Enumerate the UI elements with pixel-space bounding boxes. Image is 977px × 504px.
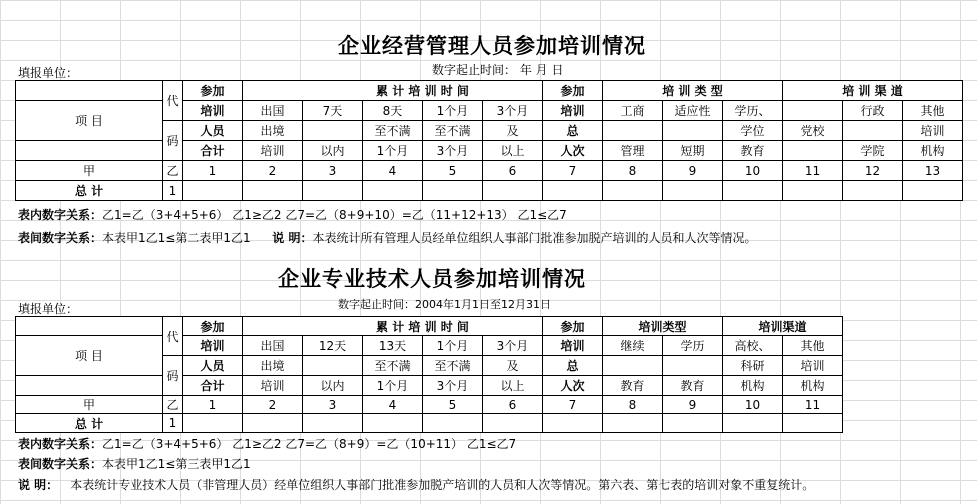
section1-channel-header: 培 训 渠 道 <box>842 84 903 98</box>
section1-col-number: 3 <box>303 161 362 180</box>
section2-note <box>18 476 814 493</box>
section2-col-number: 4 <box>363 396 422 413</box>
section1-join-header-3: 人员 <box>183 121 242 140</box>
section2-m3-header-2: 及 <box>483 356 542 375</box>
section2-relation-inner-text: 乙1=乙（3+4+5+6） 乙1≥乙2 乙7=乙（8+9）=乙（10+11） 乙1≤乙7 <box>102 437 517 451</box>
section2-join-header-2: 培训 <box>183 336 242 355</box>
section2-type-header: 培训类型 <box>638 319 687 334</box>
section2-row-yi: 乙 <box>163 396 182 413</box>
section1-m1-header-3: 3个月 <box>423 141 482 160</box>
section2-m3-header-1: 3个月 <box>483 336 542 355</box>
section1-join-header-2: 培训 <box>183 101 242 120</box>
section2-m1-header-3: 3个月 <box>423 376 482 395</box>
section1-col-number: 12 <box>843 161 902 180</box>
section2-abroad-header-3: 培训 <box>243 376 302 395</box>
section1-admin-header-1: 行政 <box>843 101 902 120</box>
section2-cumulative-header: 累 计 培 训 时 间 <box>376 319 469 334</box>
section1-relation-inner-text: 乙1=乙（3+4+5+6） 乙1≥乙2 乙7=乙（8+9+10）=乙（11+12+13） 乙1≤乙7 <box>102 208 567 222</box>
section1-party-header: 党校 <box>783 121 842 140</box>
section2-col-number: 9 <box>663 396 722 413</box>
section2-col-number: 11 <box>783 396 842 413</box>
section2-cont-header-2: 教育 <box>603 376 662 395</box>
section1-col-number: 2 <box>243 161 302 180</box>
section1-col-number: 1 <box>183 161 242 180</box>
section2-d13-header-2: 至不满 <box>363 356 422 375</box>
section1-times-header-4: 人次 <box>543 141 602 160</box>
section1-other-header-3: 机构 <box>903 141 962 160</box>
section2-d12-header-2: 以内 <box>303 376 362 395</box>
section2-col-number: 3 <box>303 396 362 413</box>
section1-m3-header-2: 及 <box>483 121 542 140</box>
section1-relation-between <box>18 229 756 246</box>
section1-d7-header-1: 7天 <box>303 101 362 120</box>
section2-col-number: 5 <box>423 396 482 413</box>
section2-note-text: 本表统计专业技术人员（非管理人员）经单位组织人事部门批准参加脱产培训的人员和人次等情况。第六表、第七表的培训对象不重复统计。 <box>70 478 815 492</box>
section2-d12-header-1: 12天 <box>303 336 362 355</box>
section1-biz-header-2: 管理 <box>603 141 662 160</box>
section2-total-label: 总 计 <box>16 414 162 432</box>
section1-d8-header-3: 1个月 <box>363 141 422 160</box>
section2-times-header-2: 培训 <box>543 336 602 355</box>
section2-degree-header-1: 学历 <box>663 336 722 355</box>
section2-college-header-2: 科研 <box>723 356 782 375</box>
section2-relation-between-label: 表间数字关系： <box>18 457 103 471</box>
section1-adapt-header-2: 短期 <box>663 141 722 160</box>
section1-col-number: 10 <box>723 161 782 180</box>
section1-total-code: 1 <box>163 181 182 200</box>
section2-join-header-1: 参加 <box>183 317 242 335</box>
section1-col-number: 13 <box>903 161 962 180</box>
section2-col-number: 8 <box>603 396 662 413</box>
section2-degree-header-2: 教育 <box>663 376 722 395</box>
section1-row-yi: 乙 <box>163 161 182 180</box>
section1-item-header: 项 目 <box>16 101 162 140</box>
section1-edu-header-2: 学位 <box>723 121 782 140</box>
section1-m1-header-2: 至不满 <box>423 121 482 140</box>
section2-relation-inner-label: 表内数字关系： <box>18 437 103 451</box>
section1-fill-unit: 填报单位： <box>18 66 79 80</box>
section2-relation-inner <box>18 435 516 452</box>
section1-m3-header-3: 以上 <box>483 141 542 160</box>
section1-relation-inner <box>18 206 567 223</box>
section1-relation-inner-label: 表内数字关系： <box>18 208 103 222</box>
section1-d8-header-2: 至不满 <box>363 121 422 140</box>
section2-col-number: 1 <box>183 396 242 413</box>
section1-col-number: 6 <box>483 161 542 180</box>
section1-m1-header-1: 1个月 <box>423 101 482 120</box>
section2-title: 企业专业技术人员参加培训情况 <box>278 267 586 291</box>
section1-times-header-2: 培训 <box>543 101 602 120</box>
section2-m3-header-3: 以上 <box>483 376 542 395</box>
section1-note-text: 本表统计所有管理人员经单位组织人事部门批准参加脱产培训的人员和人次等情况。 <box>312 231 757 245</box>
section2-times-header-1: 参加 <box>543 317 602 335</box>
section2-col-number: 10 <box>723 396 782 413</box>
section1-relation-between-label: 表间数字关系： <box>18 231 103 245</box>
section2-join-header-3: 人员 <box>183 356 242 375</box>
section1-col-number: 8 <box>603 161 662 180</box>
section1-note-label: 说 明： <box>272 231 313 245</box>
section2-other-header-1: 其他 <box>783 336 842 355</box>
section1-biz-header-1: 工商 <box>603 101 662 120</box>
section1-abroad-header-3: 培训 <box>243 141 302 160</box>
section2-other-header-3: 机构 <box>783 376 842 395</box>
section1-col-number: 9 <box>663 161 722 180</box>
section2-cont-header-1: 继续 <box>603 336 662 355</box>
section1-col-number: 5 <box>423 161 482 180</box>
section2-other-header-2: 培训 <box>783 356 842 375</box>
section2-times-header-4: 人次 <box>543 376 602 395</box>
section2-d13-header-3: 1个月 <box>363 376 422 395</box>
section2-date-range: 数字起止时间：2004年1月1日至12月31日 <box>338 298 551 311</box>
section1-abroad-header-1: 出国 <box>243 101 302 120</box>
section1-col-number: 4 <box>363 161 422 180</box>
section1-other-header-1: 其他 <box>903 101 962 120</box>
section2-channel-header: 培训渠道 <box>758 319 807 334</box>
section1-edu-header-3: 教育 <box>723 141 782 160</box>
section2-m1-header-2: 至不满 <box>423 356 482 375</box>
section2-m1-header-1: 1个月 <box>423 336 482 355</box>
section1-m3-header-1: 3个月 <box>483 101 542 120</box>
section1-date-range: 数字起止时间： 年 月 日 <box>432 63 564 77</box>
section2-relation-between <box>18 455 251 472</box>
section1-join-header-1: 参加 <box>183 81 242 100</box>
section2-relation-between-text: 本表甲1乙1≤第三表甲1乙1 <box>102 457 251 471</box>
section2-abroad-header-2: 出境 <box>243 356 302 375</box>
section1-type-header: 培 训 类 型 <box>662 84 723 98</box>
section2-join-header-4: 合计 <box>183 376 242 395</box>
section1-admin-header-2: 学院 <box>843 141 902 160</box>
section2-code-header-2: 码 <box>163 356 182 395</box>
section1-other-header-2: 培训 <box>903 121 962 140</box>
section2-col-number: 2 <box>243 396 302 413</box>
section1-title: 企业经营管理人员参加培训情况 <box>338 34 646 58</box>
section1-times-header-1: 参加 <box>543 81 602 100</box>
section1-abroad-header-2: 出境 <box>243 121 302 140</box>
section1-times-header-3: 总 <box>543 121 602 140</box>
section1-adapt-header-1: 适应性 <box>663 101 722 120</box>
section2-college-header-3: 机构 <box>723 376 782 395</box>
section1-d8-header-1: 8天 <box>363 101 422 120</box>
section2-note-label: 说 明： <box>18 478 59 492</box>
section2-abroad-header-1: 出国 <box>243 336 302 355</box>
section2-fill-unit: 填报单位： <box>18 302 79 316</box>
section1-edu-header-1: 学历、 <box>723 101 782 120</box>
section2-d13-header-1: 13天 <box>363 336 422 355</box>
section2-col-number: 7 <box>543 396 602 413</box>
section2-times-header-3: 总 <box>543 356 602 375</box>
section1-join-header-4: 合计 <box>183 141 242 160</box>
section1-col-number: 7 <box>543 161 602 180</box>
section2-row-jia: 甲 <box>16 396 162 413</box>
section1-code-header-1: 代 <box>163 81 182 120</box>
section1-code-header-2: 码 <box>163 121 182 160</box>
section2-total-code: 1 <box>163 414 182 432</box>
section2-col-number: 6 <box>483 396 542 413</box>
section1-relation-between-text: 本表甲1乙1≤第二表甲1乙1 <box>102 231 251 245</box>
section1-cumulative-header: 累 计 培 训 时 间 <box>376 84 469 98</box>
section1-d7-header-2: 以内 <box>303 141 362 160</box>
section1-total-label: 总 计 <box>16 181 162 200</box>
section2-college-header-1: 高校、 <box>723 336 782 355</box>
section2-code-header-1: 代 <box>163 317 182 355</box>
section2-item-header: 项 目 <box>16 336 162 375</box>
section1-col-number: 11 <box>783 161 842 180</box>
section1-row-jia: 甲 <box>16 161 162 180</box>
